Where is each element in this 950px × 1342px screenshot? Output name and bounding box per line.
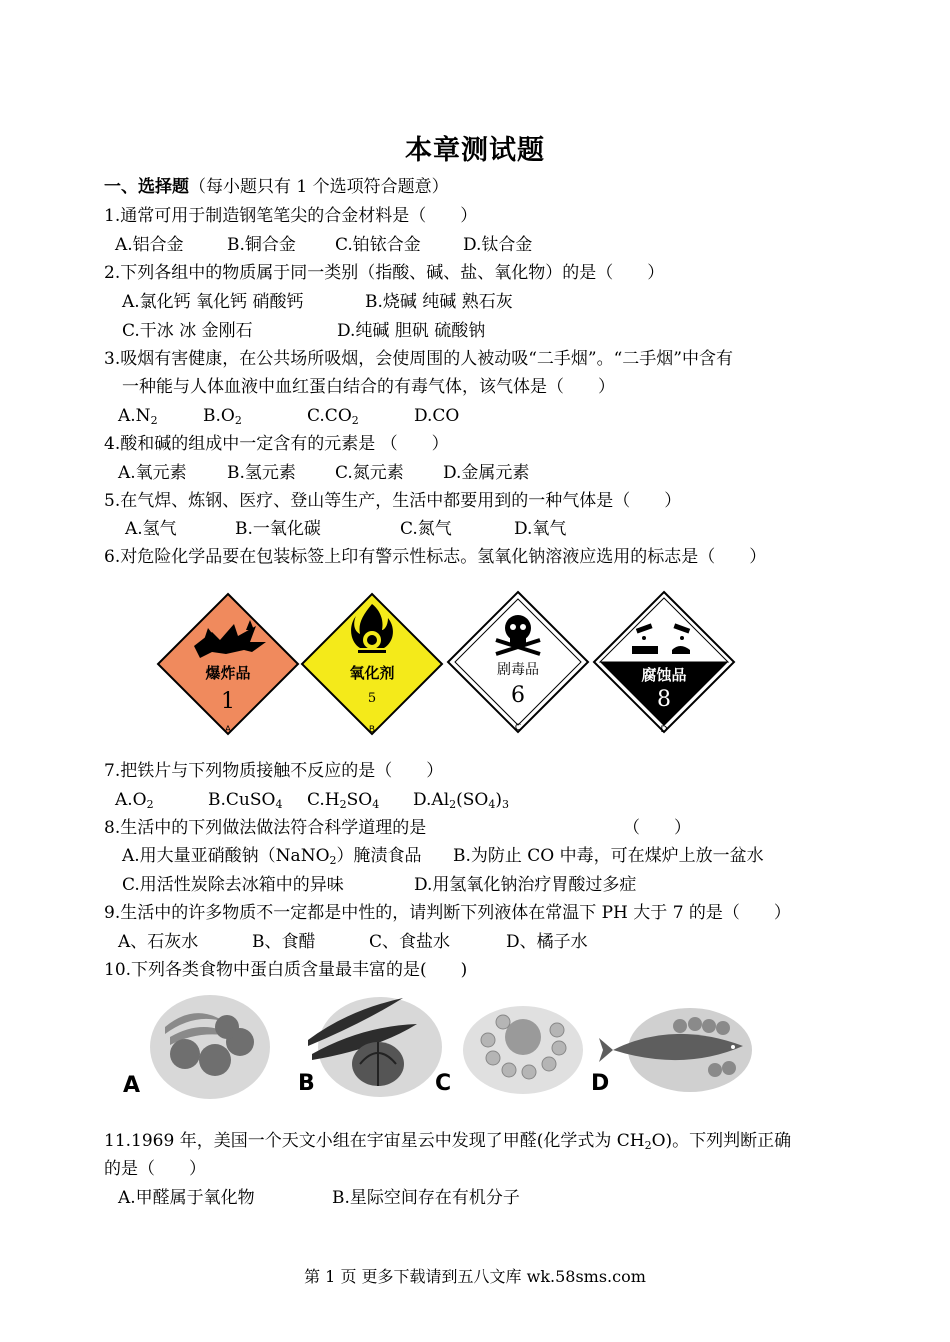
hazard-sign-b-letter: B	[368, 725, 376, 735]
food-picture-d-letter: D	[591, 1071, 610, 1096]
question-4-stem: 4.酸和碱的组成中一定含有的元素是 （ ）	[104, 434, 449, 454]
question-2-option-d: D.纯碱 胆矾 硫酸钠	[337, 321, 486, 341]
food-pictures	[115, 992, 775, 1107]
question-5-option-a: A.氢气	[125, 519, 177, 539]
hazard-sign-a	[158, 594, 298, 735]
question-2-option-c: C.干冰 冰 金刚石	[122, 321, 253, 341]
question-4-option-a: A.氧元素	[118, 463, 187, 483]
question-7-option-b: B.CuSO$_4$	[208, 790, 283, 811]
question-3-option-b: $B.O_2$	[203, 406, 242, 427]
question-7-option-c: $C.H_2SO_4$	[307, 790, 380, 811]
question-9-stem: 9.生活中的许多物质不一定都是中性的，请判断下列液体在常温下 PH 大于 7 的是（ ）	[104, 903, 791, 923]
question-5-option-d: D.氧气	[514, 519, 567, 539]
food-picture-b	[298, 997, 442, 1097]
food-picture-d	[591, 1008, 752, 1096]
question-3-option-d: D.CO	[414, 406, 460, 426]
question-11-stem-line-2: 的是（ ）	[104, 1159, 206, 1179]
question-11-stem-line-1: 11.1969 年，美国一个天文小组在宇宙星云中发现了甲醛(化学式为 $CH_2O$)。下列判断正确	[104, 1131, 792, 1152]
question-11-option-a: A.甲醛属于氧化物	[118, 1188, 255, 1208]
question-8-option-a: A.用大量亚硝酸钠（NaNO$_2$）腌渍食品	[122, 846, 422, 867]
food-picture-a	[123, 995, 270, 1099]
question-1-option-b: B.铜合金	[227, 235, 296, 255]
section-heading	[104, 176, 449, 198]
question-8-option-c: C.用活性炭除去冰箱中的异味	[122, 875, 344, 895]
question-4-option-d: D.金属元素	[443, 463, 530, 483]
hazard-sign-c-letter: C	[514, 723, 522, 733]
question-1-option-a: A.铝合金	[115, 235, 184, 255]
food-picture-b-letter: B	[298, 1071, 315, 1096]
question-3-stem-line-1: 3.吸烟有害健康，在公共场所吸烟，会使周围的人被动吸“二手烟”。“二手烟”中含有	[104, 349, 733, 369]
question-8-stem: 8.生活中的下列做法做法符合科学道理的是	[104, 818, 427, 838]
hazard-sign-c	[448, 592, 588, 733]
hazard-sign-b	[302, 594, 442, 735]
section-note: （每小题只有 1 个选项符合题意）	[189, 177, 449, 197]
question-8-paren: （ ）	[623, 818, 691, 838]
question-1-option-c: C.铂铱合金	[335, 235, 421, 255]
question-2-stem: 2.下列各组中的物质属于同一类别（指酸、碱、盐、氧化物）的是（ ）	[104, 263, 665, 283]
hazard-sign-a-label: 爆炸品	[205, 664, 251, 682]
food-picture-a-letter: A	[123, 1073, 141, 1098]
question-8-option-d: D.用氢氧化钠治疗胃酸过多症	[414, 875, 637, 895]
hazard-sign-a-letter: A	[224, 725, 232, 735]
hazard-sign-b-number: 5	[367, 691, 377, 706]
question-2-option-b: B.烧碱 纯碱 熟石灰	[365, 292, 513, 312]
question-3-option-c: $C.CO_2$	[307, 406, 359, 427]
question-7-stem: 7.把铁片与下列物质接触不反应的是（ ）	[104, 761, 444, 781]
hazard-signs	[150, 590, 750, 740]
question-5-stem: 5.在气焊、炼钢、医疗、登山等生产，生活中都要用到的一种气体是（ ）	[104, 491, 682, 511]
question-3-option-a: $A.N_2$	[118, 406, 158, 427]
question-3-stem-line-2: 一种能与人体血液中血红蛋白结合的有毒气体，该气体是（ ）	[122, 377, 615, 397]
question-9-option-c: C、食盐水	[369, 932, 451, 952]
section-heading-label: 一、选择题	[104, 177, 189, 197]
question-8-option-b: B.为防止 CO 中毒，可在煤炉上放一盆水	[453, 846, 764, 866]
question-7-option-a: $A.O_2$	[115, 790, 154, 811]
question-6-stem: 6.对危险化学品要在包装标签上印有警示性标志。氢氧化钠溶液应选用的标志是（ ）	[104, 547, 767, 567]
food-picture-c	[435, 1006, 583, 1096]
question-5-option-b: B.一氧化碳	[235, 519, 321, 539]
question-5-option-c: C.氮气	[400, 519, 452, 539]
rice-bowl-icon	[505, 1019, 541, 1055]
food-picture-c-letter: C	[435, 1071, 452, 1096]
question-4-option-b: B.氢元素	[227, 463, 296, 483]
hazard-sign-d-label: 腐蚀品	[641, 666, 687, 684]
question-9-option-d: D、橘子水	[506, 932, 588, 952]
question-1-option-d: D.钛合金	[463, 235, 533, 255]
question-9-option-a: A、石灰水	[118, 932, 199, 952]
pumpkin-icon	[352, 1042, 404, 1086]
hazard-sign-d-letter: D	[660, 725, 668, 735]
question-2-option-a: A.氯化钙 氧化钙 硝酸钙	[122, 292, 304, 312]
hazard-sign-a-number: 1	[221, 689, 235, 714]
question-11-option-b: B.星际空间存在有机分子	[332, 1188, 520, 1208]
question-1-stem: 1.通常可用于制造钢笔笔尖的合金材料是（ ）	[104, 206, 478, 226]
hazard-sign-d	[594, 592, 734, 735]
hazard-sign-c-label: 剧毒品	[497, 662, 539, 678]
hazard-sign-b-label: 氧化剂	[349, 664, 395, 682]
page-title: 本章测试题	[405, 135, 545, 166]
question-4-option-c: C.氮元素	[335, 463, 404, 483]
hazard-sign-d-number: 8	[657, 687, 671, 712]
question-10-stem: 10.下列各类食物中蛋白质含量最丰富的是( )	[104, 960, 468, 980]
page-footer: 第 1 页 更多下载请到五八文库 wk.58sms.com	[304, 1267, 646, 1286]
hazard-sign-c-number: 6	[511, 683, 525, 708]
question-7-option-d: $D.Al_2(SO_4)_3$	[413, 790, 510, 811]
question-9-option-b: B、食醋	[252, 932, 316, 952]
